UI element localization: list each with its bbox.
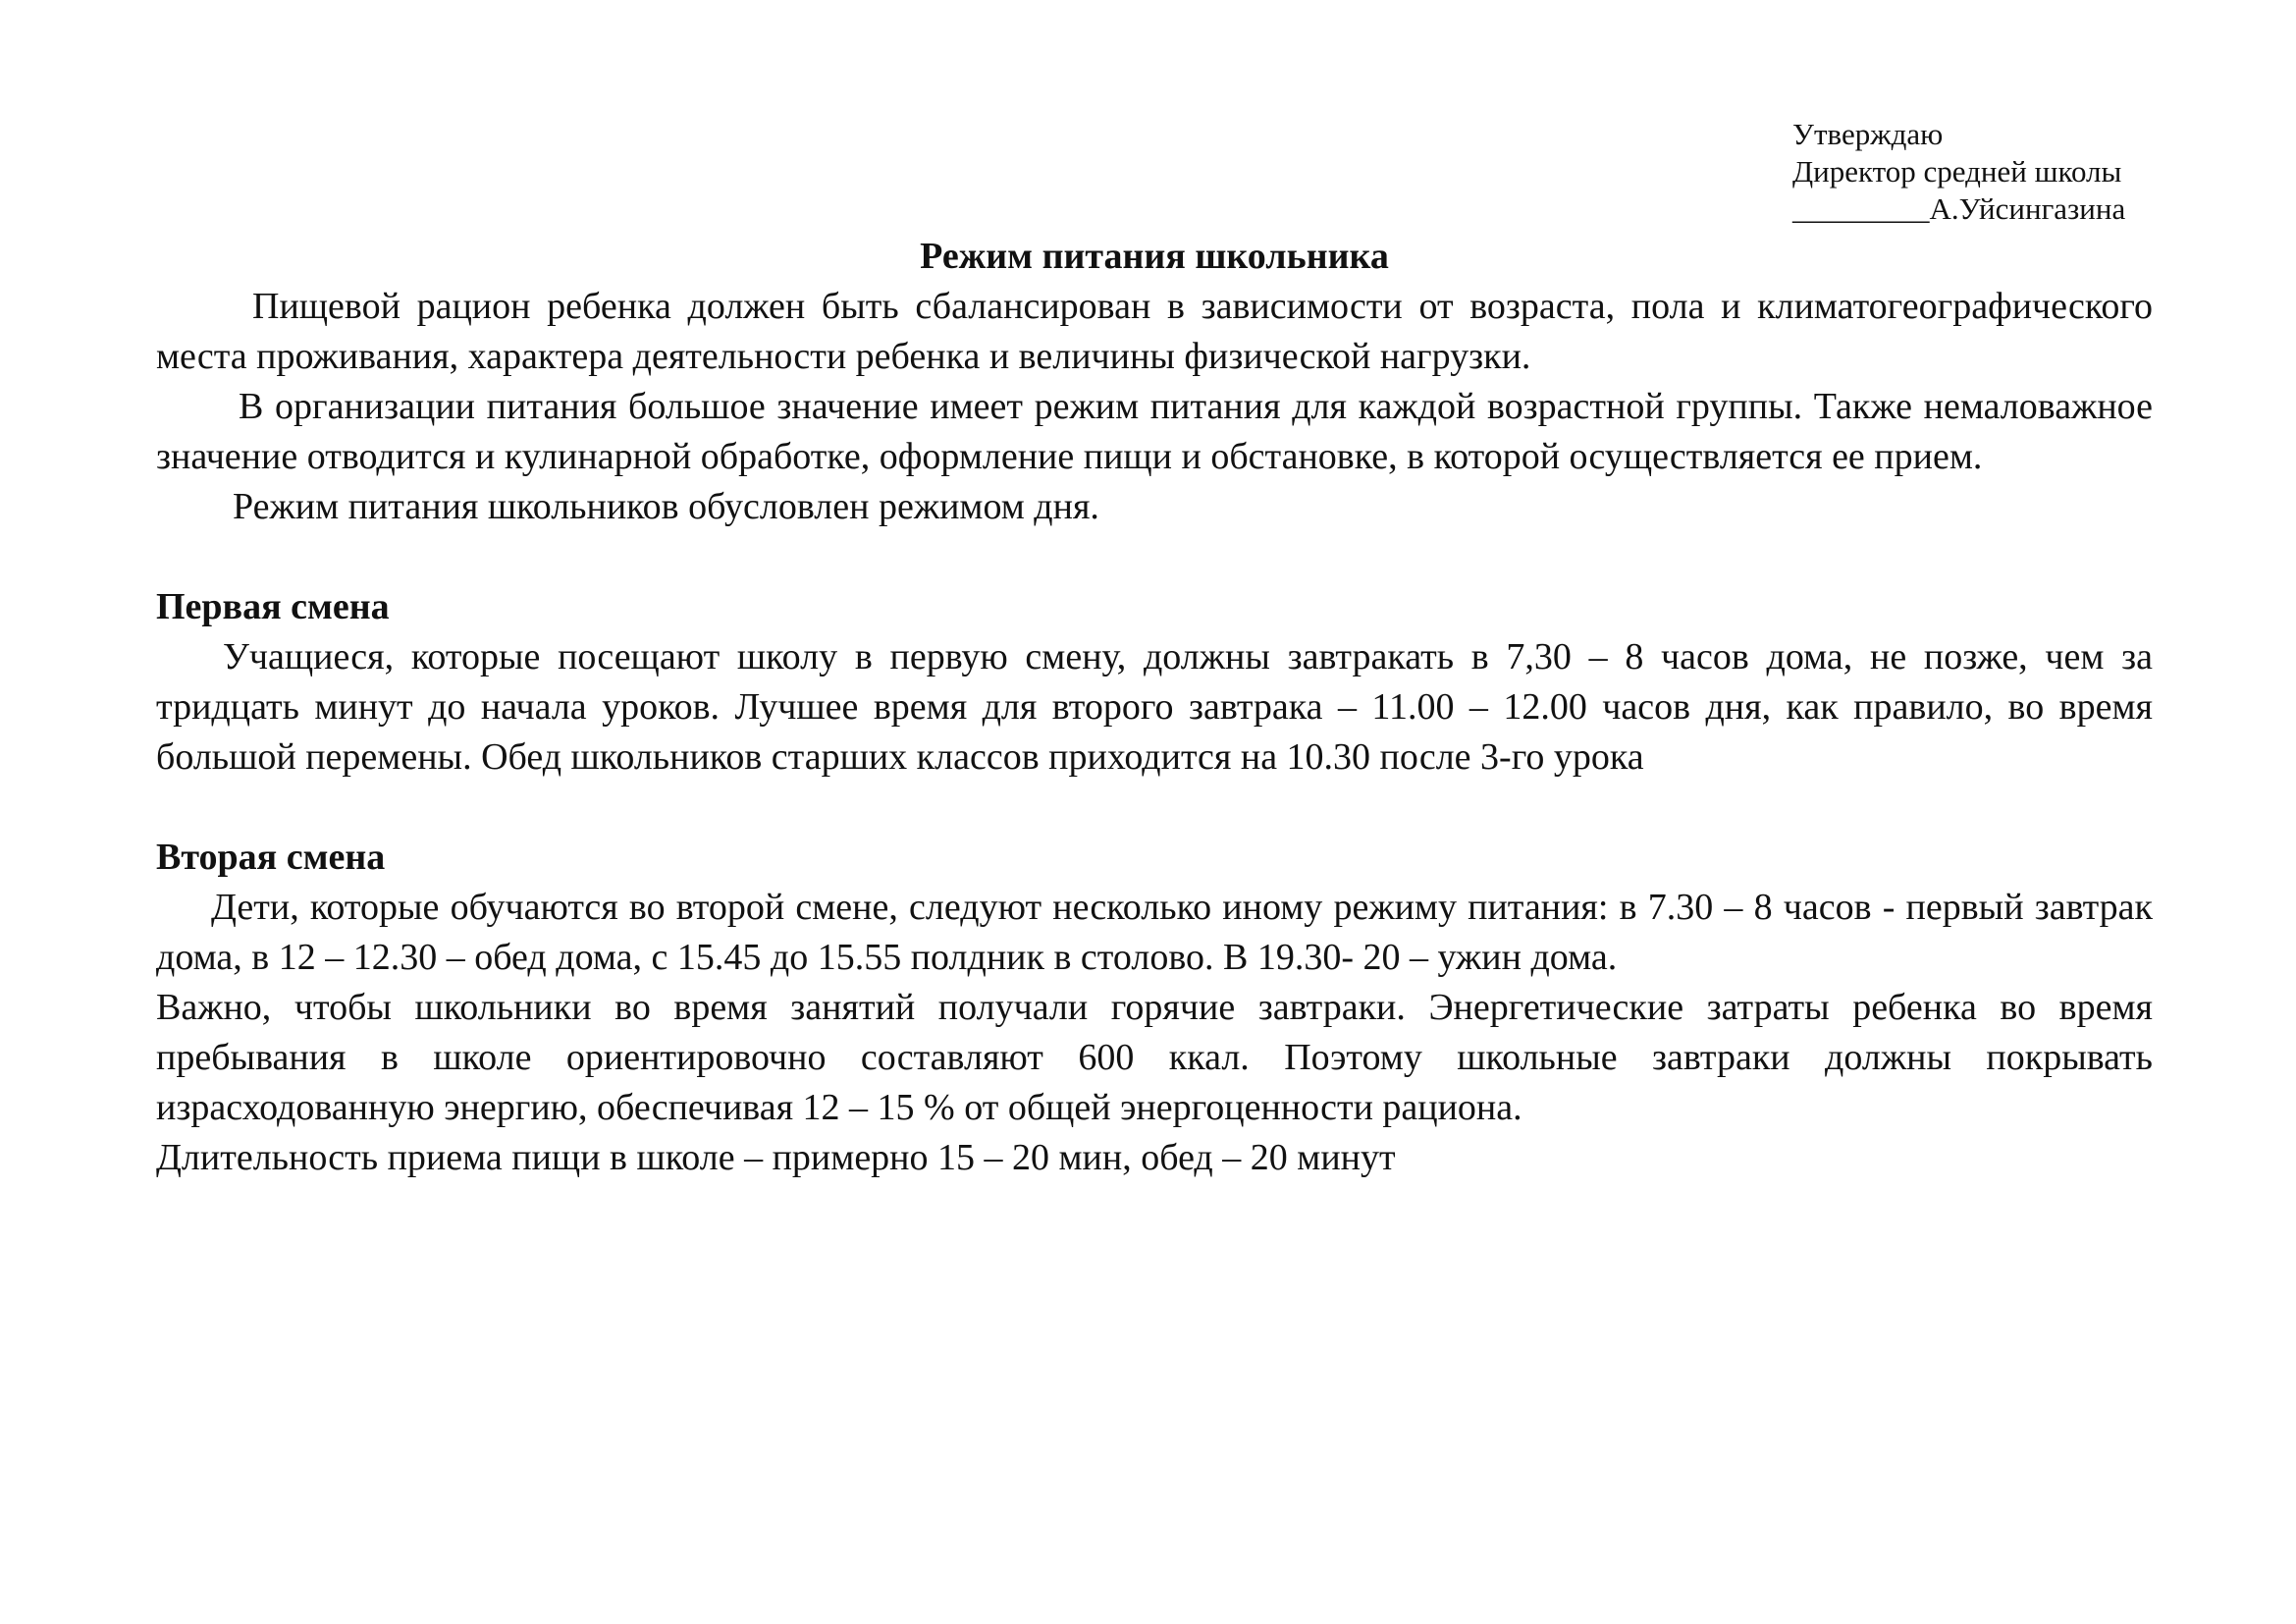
- document-title: Режим питания школьника: [920, 236, 1389, 277]
- second-shift-heading: Вторая смена: [156, 837, 386, 878]
- spacer: [156, 532, 2153, 582]
- approval-block: [1792, 116, 2224, 228]
- first-shift-heading: Первая смена: [156, 586, 390, 627]
- closing-paragraph-1: Важно, чтобы школьники во время занятий получали горячие завтраки. Энергетические затраты ребенка во время пребывания в школе ориентировочно составляют 600 ккал. Поэтому школьные завтраки должны покрывать израсходованную энергию, обеспечивая 12 – 15 % от общей энергоценности рациона.: [156, 987, 2153, 1128]
- intro-paragraph-3: Режим питания школьников обусловлен режимом дня.: [233, 486, 1099, 527]
- intro-paragraph-1: Пищевой рацион ребенка должен быть сбалансирован в зависимости от возраста, пола и климатогеографического места проживания, характера деятельности ребенка и величины физической нагрузки.: [156, 286, 2153, 377]
- first-shift-paragraph: Учащиеся, которые посещают школу в первую смену, должны завтракать в 7,30 – 8 часов дома, не позже, чем за тридцать минут до начала уроков. Лучшее время для второго завтрака – 11.00 – 12.00 часов дня, как правило, во время большой перемены. Обед школьников старших классов приходится на 10.30 после 3-го урока: [156, 636, 2153, 778]
- approval-signature: _________А.Уйсингазина: [1792, 191, 2126, 226]
- closing-paragraph-2: Длительность приема пищи в школе – примерно 15 – 20 мин, обед – 20 минут: [156, 1137, 1396, 1178]
- intro-paragraph-2: В организации питания большое значение имеет режим питания для каждой возрастной группы. Также немаловажное значение отводится и кулинарной обработке, оформление пищи и обстановке, в которой осуществляется ее прием.: [156, 386, 2153, 477]
- second-shift-paragraph: Дети, которые обучаются во второй смене, следуют несколько иному режиму питания: в 7.30 – 8 часов - первый завтрак дома, в 12 – 12.30 – обед дома, с 15.45 до 15.55 полдник в столово. В 19.30- 20 – ужин дома.: [156, 887, 2153, 978]
- spacer: [156, 783, 2153, 833]
- approval-position: Директор средней школы: [1792, 154, 2122, 189]
- approval-label: Утверждаю: [1792, 117, 1944, 151]
- document-body: [156, 282, 2153, 1183]
